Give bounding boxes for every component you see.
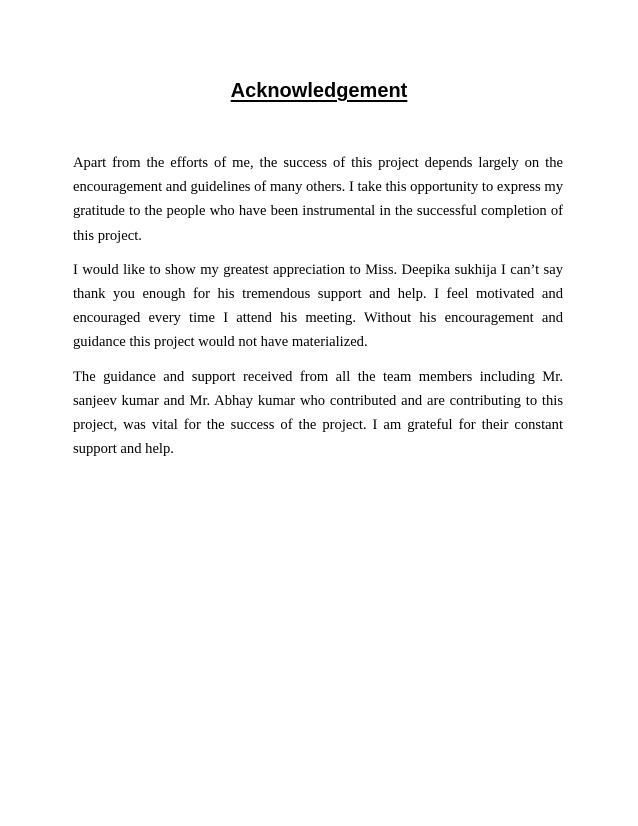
page-title-text: Acknowledgement <box>230 80 408 102</box>
paragraph-3: The guidance and support received from all the team members including Mr. sanjeev kumar and Mr. Abhay kumar who contributed and are contributing to this project, was vital for the success of the project. I am grateful for their constant support and help. <box>73 368 563 458</box>
page-title <box>0 78 638 104</box>
document-body <box>73 151 563 471</box>
paragraph-1: Apart from the efforts of me, the success of this project depends largely on the encouragement and guidelines of many others. I take this opportunity to express my gratitude to the people who have been instrumental in the successful completion of this project. <box>73 155 563 244</box>
paragraph-2: I would like to show my greatest appreciation to Miss. Deepika sukhija I can’t say thank you enough for his tremendous support and help. I feel motivated and encouraged every time I attend his meeting. Without his encouragement and guidance this project would not have materialized. <box>73 261 563 351</box>
